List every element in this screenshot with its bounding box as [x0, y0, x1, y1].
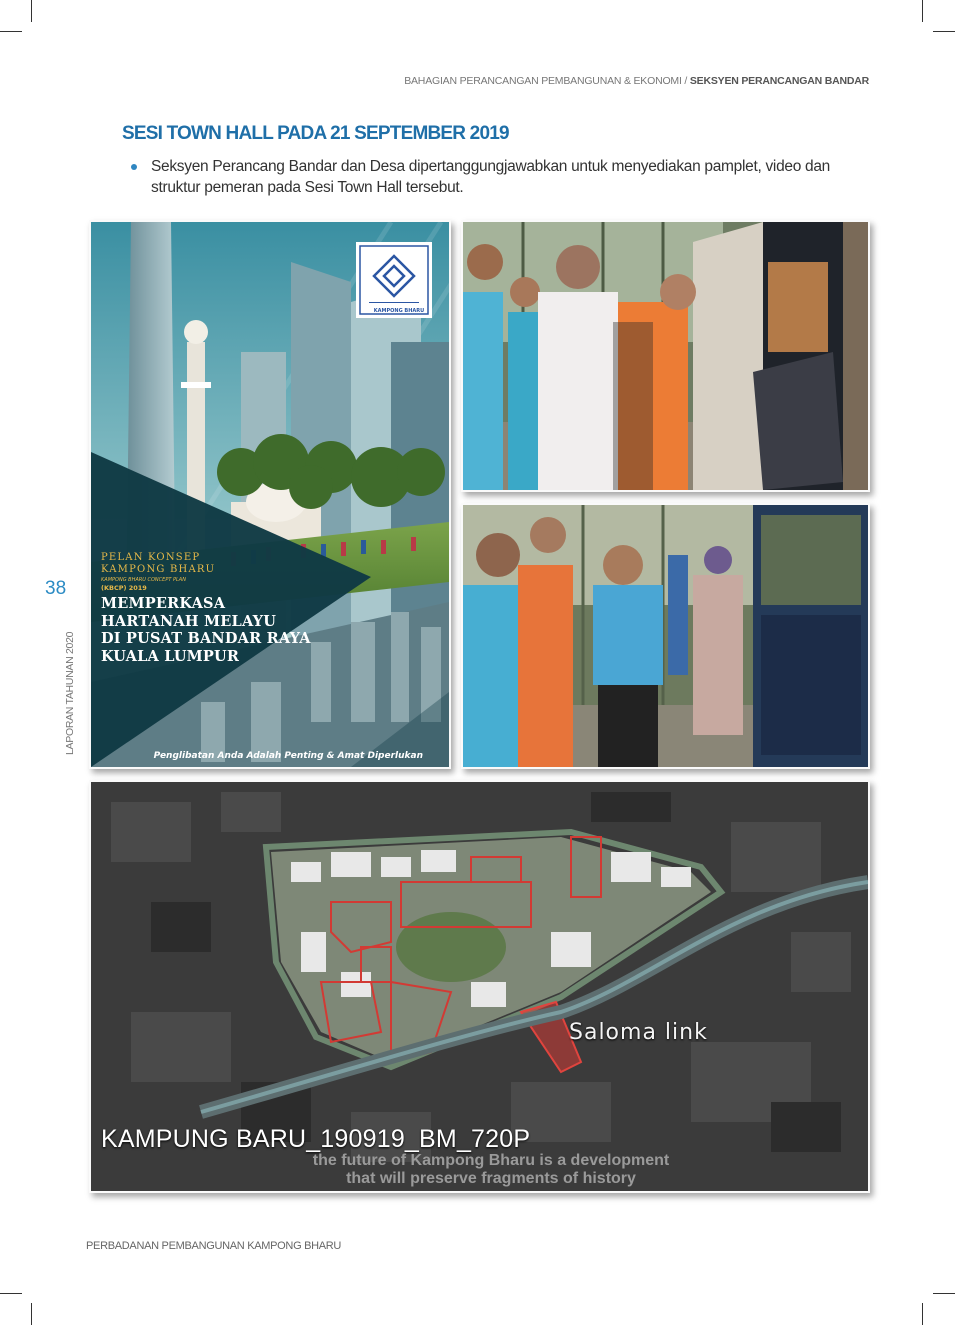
crop-mark [922, 0, 923, 22]
crop-mark [31, 1303, 32, 1325]
poster-plan-line2: KAMPONG BHARU [101, 564, 216, 575]
bullet-dot-icon [131, 164, 137, 170]
video-title-caption: KAMPUNG BARU_190919_BM_720P [101, 1125, 531, 1153]
page-number: 38 [45, 578, 67, 599]
event-photo-exhibition [461, 220, 870, 492]
poster-text-block [101, 552, 311, 665]
header-division: BAHAGIAN PERANCANGAN PEMBANGUNAN & EKONOMI / [404, 75, 688, 87]
section-title: SESI TOWN HALL PADA 21 SEPTEMBER 2019 [122, 123, 509, 144]
event-photo-2-image [463, 505, 868, 767]
video-subtitle-line1: the future of Kampong Bharu is a development [312, 1152, 670, 1169]
event-photo-1-image [463, 222, 868, 490]
poster-title-line4: KUALA LUMPUR [101, 647, 240, 665]
report-label: LAPORAN TAHUNAN 2020 [64, 631, 76, 755]
bullet-item [131, 156, 851, 198]
saloma-link-label: Saloma link [569, 1020, 708, 1045]
event-photo-discussion [461, 503, 870, 769]
bullet-text: Seksyen Perancang Bandar dan Desa dipertanggungjawabkan untuk menyediakan pamplet, video dan struktur pemeran pada Sesi Town Hall tersebut. [151, 158, 830, 196]
masterplan-video-still [89, 780, 870, 1193]
crop-mark [933, 1293, 955, 1294]
poster-artwork [91, 222, 449, 767]
poster-plan-line1: PELAN KONSEP [101, 552, 201, 563]
crop-mark [0, 31, 22, 32]
video-subtitle [291, 1152, 691, 1188]
poster-plan-code: (KBCP) 2019 [101, 584, 147, 592]
crop-mark [933, 31, 955, 32]
running-header [404, 75, 869, 87]
video-subtitle-line2: that will preserve fragments of history [346, 1170, 636, 1187]
poster-title-line3: DI PUSAT BANDAR RAYA [101, 630, 311, 647]
poster-footer: Penglibatan Anda Adalah Penting & Amat Diperlukan [153, 751, 423, 761]
poster-plan-english: KAMPONG BHARU CONCEPT PLAN [101, 577, 186, 583]
concept-plan-poster [89, 220, 451, 769]
poster-logo-text: KAMPONG BHARU [373, 308, 425, 314]
page-footer: PERBADANAN PEMBANGUNAN KAMPONG BHARU [86, 1240, 342, 1252]
crop-mark [31, 0, 32, 22]
poster-title-line1: MEMPERKASA [101, 595, 226, 612]
crop-mark [922, 1303, 923, 1325]
poster-title [101, 595, 311, 665]
header-section: SEKSYEN PERANCANGAN BANDAR [689, 75, 869, 87]
poster-title-line2: HARTANAH MELAYU [101, 612, 277, 630]
crop-mark [0, 1293, 22, 1294]
